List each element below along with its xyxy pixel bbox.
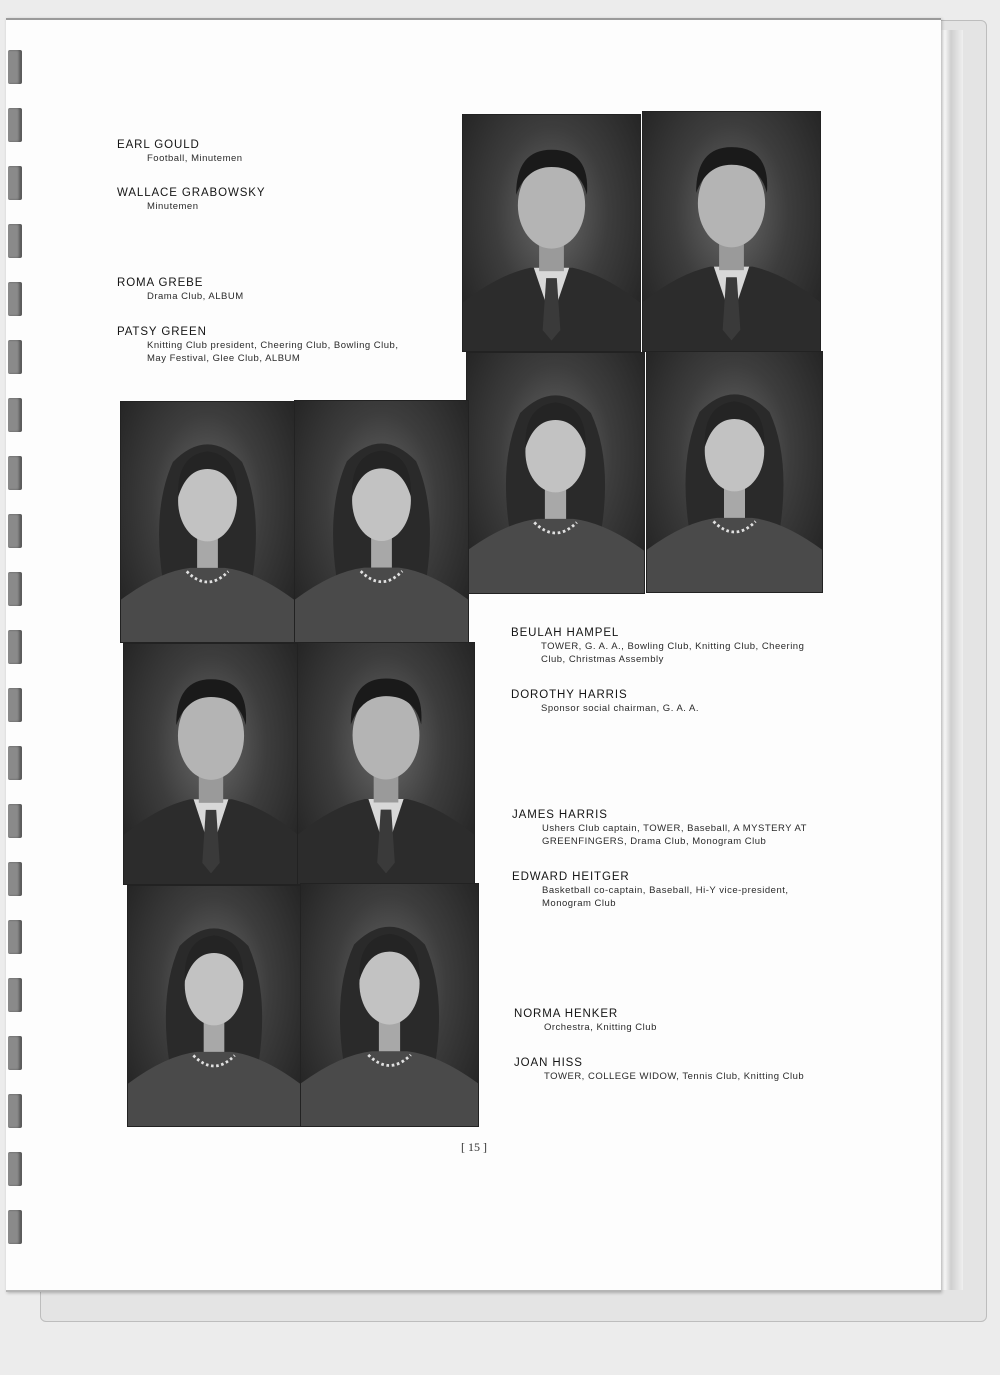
binding-hole (8, 224, 22, 258)
entry-patsy-green (117, 326, 432, 366)
portrait-silhouette (647, 352, 822, 592)
portrait-silhouette (643, 112, 820, 351)
binding-hole (8, 398, 22, 432)
entry-joan-hiss (514, 1057, 804, 1084)
portrait-silhouette (298, 643, 474, 884)
portrait-photo-james-harris (123, 643, 299, 885)
student-activities-line-1: Ushers Club captain, TOWER, Baseball, A MYSTERY AT (542, 823, 807, 834)
binding-hole (8, 862, 22, 896)
binding-hole (8, 920, 22, 954)
entry-dorothy-harris (511, 689, 699, 716)
portrait-photo-norma-henker (127, 885, 301, 1127)
binding-hole (8, 108, 22, 142)
binding-hole (8, 572, 22, 606)
entry-roma-grebe (117, 277, 244, 304)
portrait-silhouette (128, 886, 300, 1126)
portrait-photo-earl-gould (462, 114, 641, 352)
binding-hole (8, 1152, 22, 1186)
student-activities-line-1: Basketball co-captain, Baseball, Hi-Y vice-president, (542, 885, 789, 896)
student-activities: TOWER, COLLEGE WIDOW, Tennis Club, Knitting Club (544, 1071, 805, 1082)
student-name: JAMES HARRIS (512, 809, 608, 821)
portrait-photo-dorothy-harris (294, 400, 469, 643)
binding-hole (8, 1094, 22, 1128)
portrait-silhouette (295, 401, 468, 642)
entry-earl-gould (117, 139, 243, 166)
spiral-binding (6, 50, 26, 1260)
binding-hole (8, 688, 22, 722)
student-activities: Drama Club, ALBUM (147, 291, 244, 302)
binding-hole (8, 50, 22, 84)
portrait-silhouette (124, 644, 298, 884)
portrait-photo-wallace-grabowsky (642, 111, 821, 352)
portrait-photo-edward-heitger (297, 642, 475, 885)
student-activities-line-2: GREENFINGERS, Drama Club, Monogram Club (542, 836, 767, 847)
portrait-silhouette (463, 115, 640, 351)
binding-hole (8, 630, 22, 664)
student-name: WALLACE GRABOWSKY (117, 187, 266, 199)
binding-hole (8, 166, 22, 200)
portrait-photo-beulah-hampel (120, 401, 295, 643)
student-name: ROMA GREBE (117, 277, 204, 289)
entry-james-harris (512, 809, 827, 849)
portrait-silhouette (121, 402, 294, 642)
binding-hole (8, 514, 22, 548)
entry-wallace-grabowsky (117, 187, 265, 214)
binding-hole (8, 340, 22, 374)
binding-hole (8, 746, 22, 780)
portrait-silhouette (301, 884, 478, 1126)
portrait-photo-joan-hiss (300, 883, 479, 1127)
student-name: NORMA HENKER (514, 1008, 619, 1020)
entry-norma-henker (514, 1008, 657, 1035)
student-name: BEULAH HAMPEL (511, 627, 620, 639)
page-number: [ 15 ] (461, 1140, 487, 1154)
student-activities-line-1: TOWER, G. A. A., Bowling Club, Knitting Club, Cheering (541, 641, 805, 652)
student-activities: Sponsor social chairman, G. A. A. (541, 703, 700, 714)
binding-hole (8, 1210, 22, 1244)
entry-edward-heitger (512, 871, 827, 911)
portrait-photo-patsy-green (646, 351, 823, 593)
student-name: EARL GOULD (117, 139, 200, 151)
student-activities-line-2: May Festival, Glee Club, ALBUM (147, 353, 301, 364)
student-name: PATSY GREEN (117, 326, 207, 338)
student-activities-line-2: Monogram Club (542, 898, 617, 909)
entry-beulah-hampel (511, 627, 826, 667)
binding-hole (8, 1036, 22, 1070)
binding-hole (8, 282, 22, 316)
student-name: JOAN HISS (514, 1057, 583, 1069)
portrait-silhouette (467, 353, 644, 593)
binding-hole (8, 804, 22, 838)
student-name: EDWARD HEITGER (512, 871, 630, 883)
binding-hole (8, 456, 22, 490)
student-name: DOROTHY HARRIS (511, 689, 628, 701)
binding-hole (8, 978, 22, 1012)
student-activities-line-1: Knitting Club president, Cheering Club, Bowling Club, (147, 340, 399, 351)
student-activities-line-2: Club, Christmas Assembly (541, 654, 664, 665)
student-activities: Football, Minutemen (147, 153, 243, 164)
student-activities: Minutemen (147, 201, 199, 212)
portrait-photo-roma-grebe (466, 352, 645, 594)
student-activities: Orchestra, Knitting Club (544, 1022, 657, 1033)
